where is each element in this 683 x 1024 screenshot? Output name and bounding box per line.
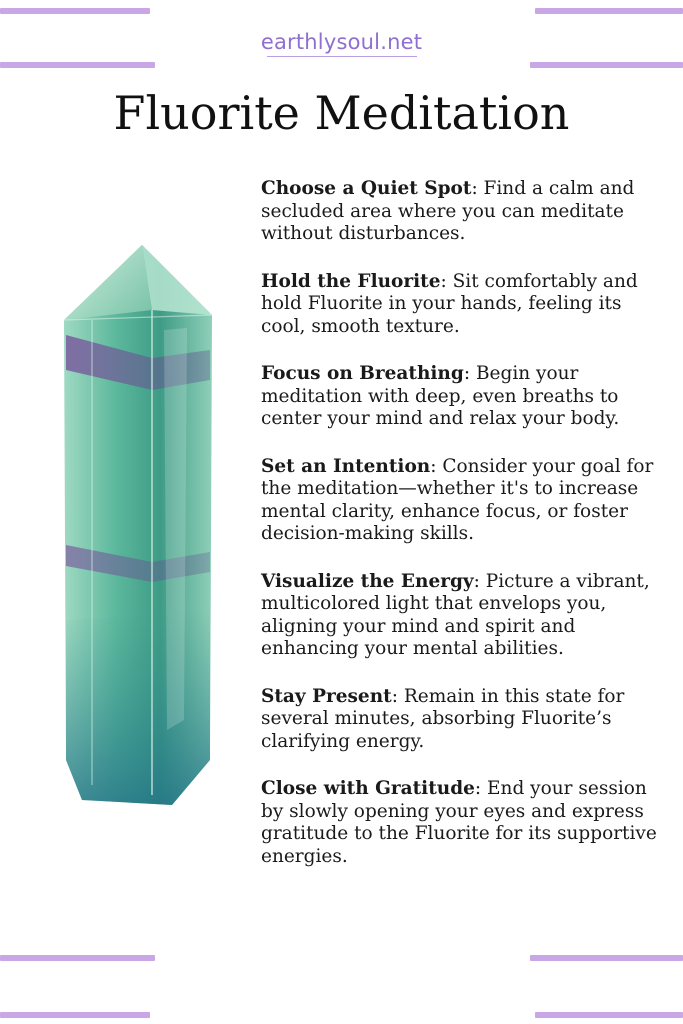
step-2-heading: Hold the Fluorite <box>261 270 441 292</box>
step-7-text: : End your session by slowly opening your eyes and express gratitude to the Fluorite for its supportive energies. <box>261 778 657 867</box>
step-1-text: : Find a calm and secluded area where you can meditate without disturbances. <box>261 178 635 244</box>
fluorite-crystal-image <box>52 240 222 810</box>
step-2-text: : Sit comfortably and hold Fluorite in your hands, feeling its cool, smooth texture. <box>261 270 638 337</box>
page-title: Fluorite Meditation <box>113 86 570 140</box>
step-4-text: : Consider your goal for the meditation—whether it's to increase mental clarity, enhance focus, or foster decision-making skills. <box>261 455 654 544</box>
step-1 <box>261 178 671 246</box>
decorative-bar-top-left-2 <box>0 62 155 68</box>
step-5 <box>261 571 671 661</box>
decorative-bar-bottom-right-1 <box>530 955 683 961</box>
step-4 <box>261 456 671 546</box>
step-3-text: : Begin your meditation with deep, even breaths to center your mind and relax your body. <box>261 363 620 429</box>
step-2 <box>261 271 671 339</box>
step-3-heading: Focus on Breathing <box>261 363 464 384</box>
crystal-illustration <box>52 240 222 810</box>
step-1-heading: Choose a Quiet Spot <box>261 178 472 199</box>
step-5-heading: Visualize the Energy <box>261 570 474 592</box>
step-6-text: : Remain in this state for several minutes, absorbing Fluorite’s clarifying energy. <box>261 685 625 752</box>
step-6 <box>261 686 671 754</box>
decorative-bar-bottom-right-2 <box>535 1012 683 1018</box>
step-5-text: : Picture a vibrant, multicolored light that envelops you, aligning your mind and spirit and enhancing your mental abilities. <box>261 570 650 659</box>
decorative-bar-bottom-left-1 <box>0 955 155 961</box>
decorative-bar-top-right-1 <box>535 8 683 14</box>
meditation-steps <box>261 178 671 893</box>
step-3 <box>261 363 671 431</box>
decorative-bar-top-right-2 <box>530 62 683 68</box>
decorative-bar-top-left-1 <box>0 8 150 14</box>
step-6-heading: Stay Present <box>261 685 392 707</box>
step-4-heading: Set an Intention <box>261 455 431 477</box>
site-logo[interactable] <box>0 30 683 57</box>
site-logo-text: earthlysoul.net <box>260 30 423 54</box>
step-7-heading: Close with Gratitude <box>261 778 475 799</box>
decorative-bar-bottom-left-2 <box>0 1012 150 1018</box>
logo-underline <box>267 56 417 57</box>
step-7 <box>261 778 671 868</box>
